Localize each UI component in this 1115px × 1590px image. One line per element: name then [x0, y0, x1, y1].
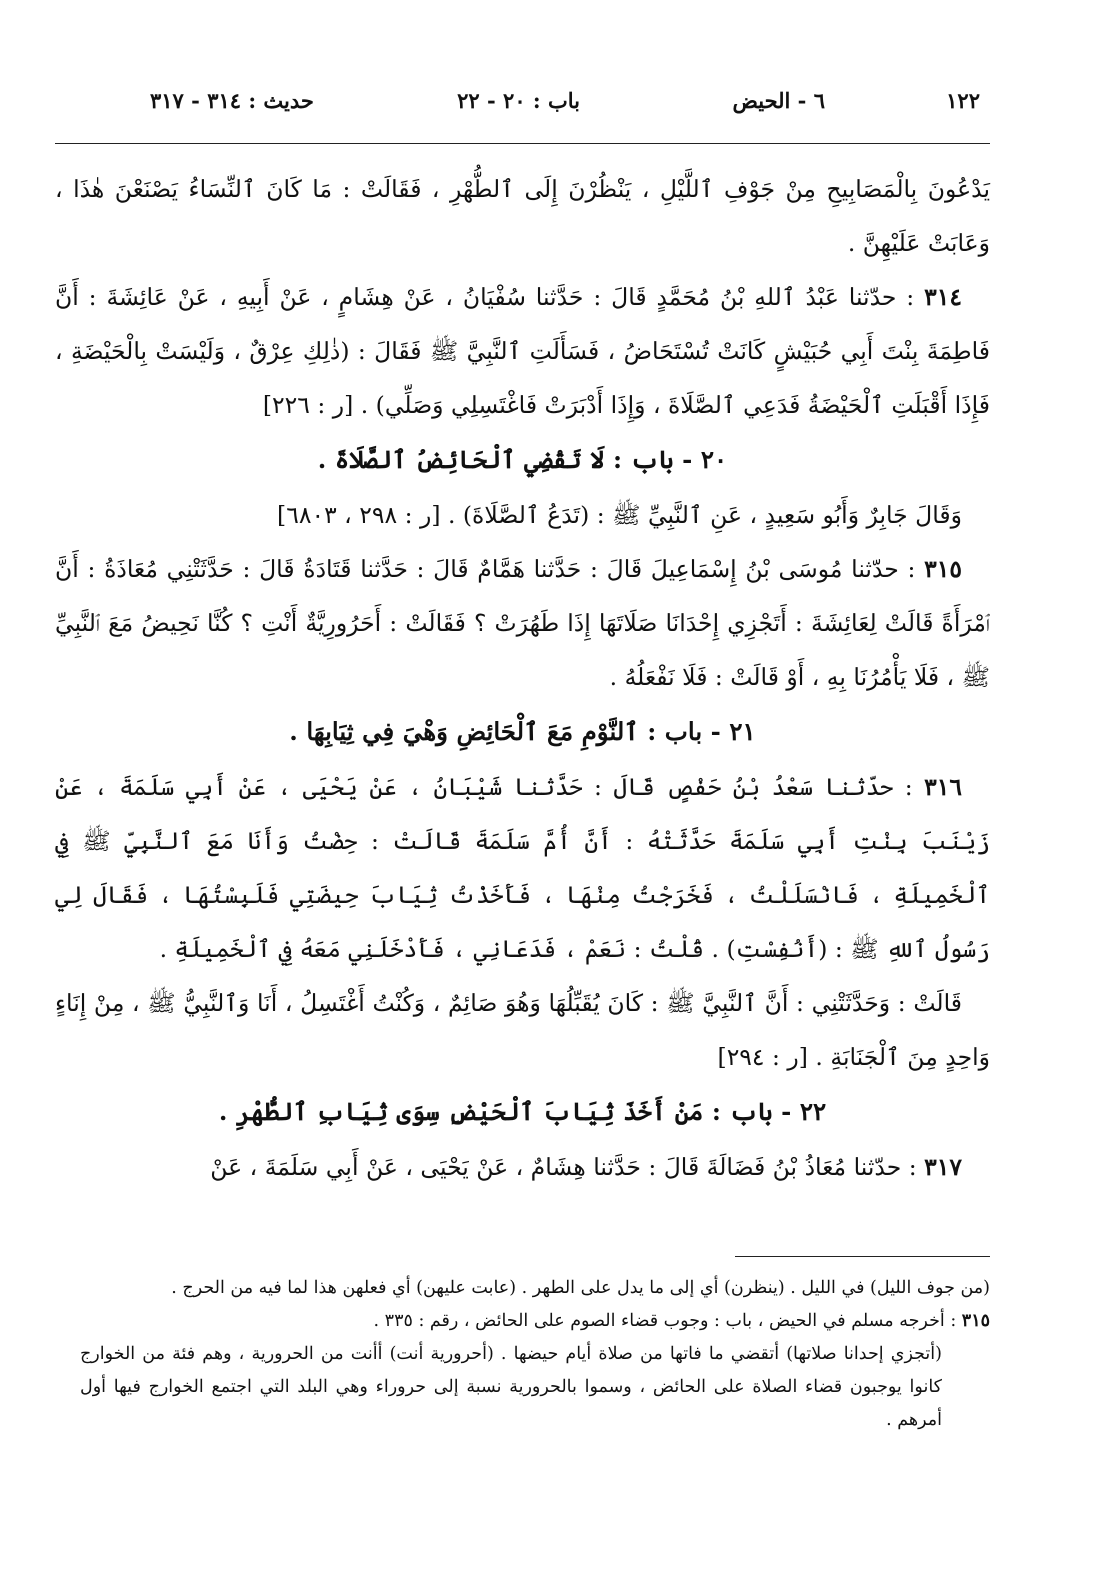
running-header	[150, 88, 980, 128]
chapter-title: ٦ - الحيض	[732, 88, 825, 113]
footnotes	[80, 1272, 990, 1437]
bab-range: باب : ٢٠ - ٢٢	[457, 88, 580, 113]
hadith-315	[55, 542, 990, 704]
main-text	[55, 162, 990, 1194]
header-divider	[55, 143, 990, 144]
bab-20-text: وَقَالَ جَابِرٌ وَأَبُو سَعِيدٍ ، عَنِ ٱلنَّبِيِّ ﷺ : (تَدَعُ ٱلصَّلَاةَ) . [ر : ٢٩٨ ، ٦٨٠٣]	[277, 501, 962, 529]
footnote-number: ٣١٥	[961, 1311, 990, 1331]
footnote-gloss-315: (أتجزي إحدانا صلاتها) أتقضي ما فاتها من صلاة أيام حيضها . (أحرورية أنت) أأنت من الحرورية ، وهم فئة من الخوارج كانوا يوجبون قضاء الصلاة على الحائض ، وسموا بالحرورية نسبة إلى حروراء وهي البلد التي اجتمع الخوارج فيها أول أمرهم .	[80, 1344, 942, 1430]
page-number: ١٢٢	[946, 88, 980, 113]
hadith-316-continuation: قَالَتْ : وَحَدَّثَتْنِي : أَنَّ ٱلنَّبِيَّ ﷺ : كَانَ يُقَبِّلُهَا وَهُوَ صَائِمٌ ، وَكُنْتُ أَغْتَسِلُ ، أَنَا وَٱلنَّبِيُّ ﷺ ، مِنْ إِنَاءٍ وَاحِدٍ مِنَ ٱلْجَنَابَةِ . [ر : ٢٩٤]	[55, 989, 990, 1071]
hadith-314	[55, 270, 990, 432]
continuation-paragraph: يَدْعُونَ بِالْمَصَابِيحِ مِنْ جَوْفِ ٱللَّيْلِ ، يَنْظُرْنَ إِلَى ٱلطُّهْرِ ، فَقَالَتْ : مَا كَانَ ٱلنِّسَاءُ يَصْنَعْنَ هٰذَا ، وَعَابَتْ عَلَيْهِنَّ .	[55, 175, 990, 257]
bab-20-title: ٢٠ - باب : لَا تَقْضِي ٱلْحَائِضُ ٱلصَّلَاةَ .	[317, 445, 728, 474]
hadith-number: ٣١٦	[924, 773, 962, 801]
bab-22-title: ٢٢ - باب : مَنْ أَخَذَ ثِيَابَ ٱلْحَيْضِ سِوَى ثِيَابِ ٱلطُّهْرِ .	[218, 1097, 827, 1126]
hadith-317	[55, 1140, 990, 1194]
hadith-number: ٣١٥	[924, 555, 962, 583]
hadith-text: : حدّثنا عَبْدُ ٱللهِ بْنُ مُحَمَّدٍ قَالَ : حَدَّثنا سُفْيَانُ ، عَنْ هِشَامٍ ، عَنْ أَبِيهِ ، عَنْ عَائِشَةَ : أَنَّ فَاطِمَةَ بِنْتَ أَبِي حُبَيْشٍ كَانَتْ تُسْتَحَاضُ ، فَسَأَلَتِ ٱلنَّبِيَّ ﷺ فَقَالَ : (ذٰلِكِ عِرْقٌ ، وَلَيْسَتْ بِالْحَيْضَةِ ، فَإِذَا أَقْبَلَتِ ٱلْحَيْضَةُ فَدَعِي ٱلصَّلَاةَ ، وَإِذَا أَدْبَرَتْ فَاغْتَسِلِي وَصَلِّي) . [ر : ٢٢٦]	[55, 283, 990, 419]
hadith-316	[55, 760, 990, 976]
footnote-315	[80, 1305, 990, 1338]
footnote-source: : أخرجه مسلم في الحيض ، باب : وجوب قضاء الصوم على الحائض ، رقم : ٣٣٥ .	[373, 1311, 957, 1331]
footnote-divider	[735, 1256, 990, 1257]
hadith-range: حديث : ٣١٤ - ٣١٧	[150, 88, 314, 113]
bab-21-title: ٢١ - باب : ٱلنَّوْمِ مَعَ ٱلْحَائِضِ وَهْيَ فِي ثِيَابِهَا .	[289, 717, 756, 746]
hadith-text: : حدّثنا مُوسَى بْنُ إِسْمَاعِيلَ قَالَ : حَدَّثنا هَمَّامٌ قَالَ : حَدَّثنا قَتَادَةُ قَالَ : حَدَّثَتْنِي مُعَاذَةُ : أَنَّ ٱمْرَأَةً قَالَتْ لِعَائِشَةَ : أَتَجْزِي إِحْدَانَا صَلَاتَهَا إِذَا طَهُرَتْ ؟ فَقَالَتْ : أَحَرُورِيَّةٌ أَنْتِ ؟ كُنَّا نَحِيضُ مَعَ ٱلنَّبِيِّ ﷺ ، فَلَا يَأْمُرُنَا بِهِ ، أَوْ قَالَتْ : فَلَا نَفْعَلُهُ .	[55, 555, 990, 691]
hadith-text: : حدّثنا مُعَاذُ بْنُ فَضَالَةَ قَالَ : حَدَّثنا هِشَامٌ ، عَنْ يَحْيَى ، عَنْ أَبِي سَلَمَةَ ، عَنْ	[210, 1153, 917, 1181]
hadith-number: ٣١٤	[924, 283, 962, 311]
footnote-gloss-1: (من جوف الليل) في الليل . (ينظرن) أي إلى ما يدل على الطهر . (عابت عليهن) أي فعلهن هذا لما فيه من الحرج .	[171, 1278, 990, 1298]
hadith-text: : حدّثنا سَعْدُ بْنُ حَفْصٍ قَالَ : حَدَّثنا شَيْبَانُ ، عَنْ يَحْيَى ، عَنْ أَبِي سَلَمَةَ ، عَنْ زَيْنَبَ بِنْتِ أَبِي سَلَمَةَ حَدَّثَتْهُ : أَنَّ أُمَّ سَلَمَةَ قَالَتْ : حِضْتُ وَأَنَا مَعَ ٱلنَّبِيِّ ﷺ فِي ٱلْخَمِيلَةِ ، فَانْسَلَلْتُ ، فَخَرَجْتُ مِنْهَا ، فَأَخَذْتُ ثِيَابَ حِيضَتِي فَلَبِسْتُهَا ، فَقَالَ لِي رَسُولُ ٱللهِ ﷺ : (أَنُفِسْتِ) . قُلْتُ : نَعَمْ ، فَدَعَانِي ، فَأَدْخَلَنِي مَعَهُ فِي ٱلْخَمِيلَةِ .	[55, 773, 990, 963]
hadith-number: ٣١٧	[924, 1153, 962, 1181]
